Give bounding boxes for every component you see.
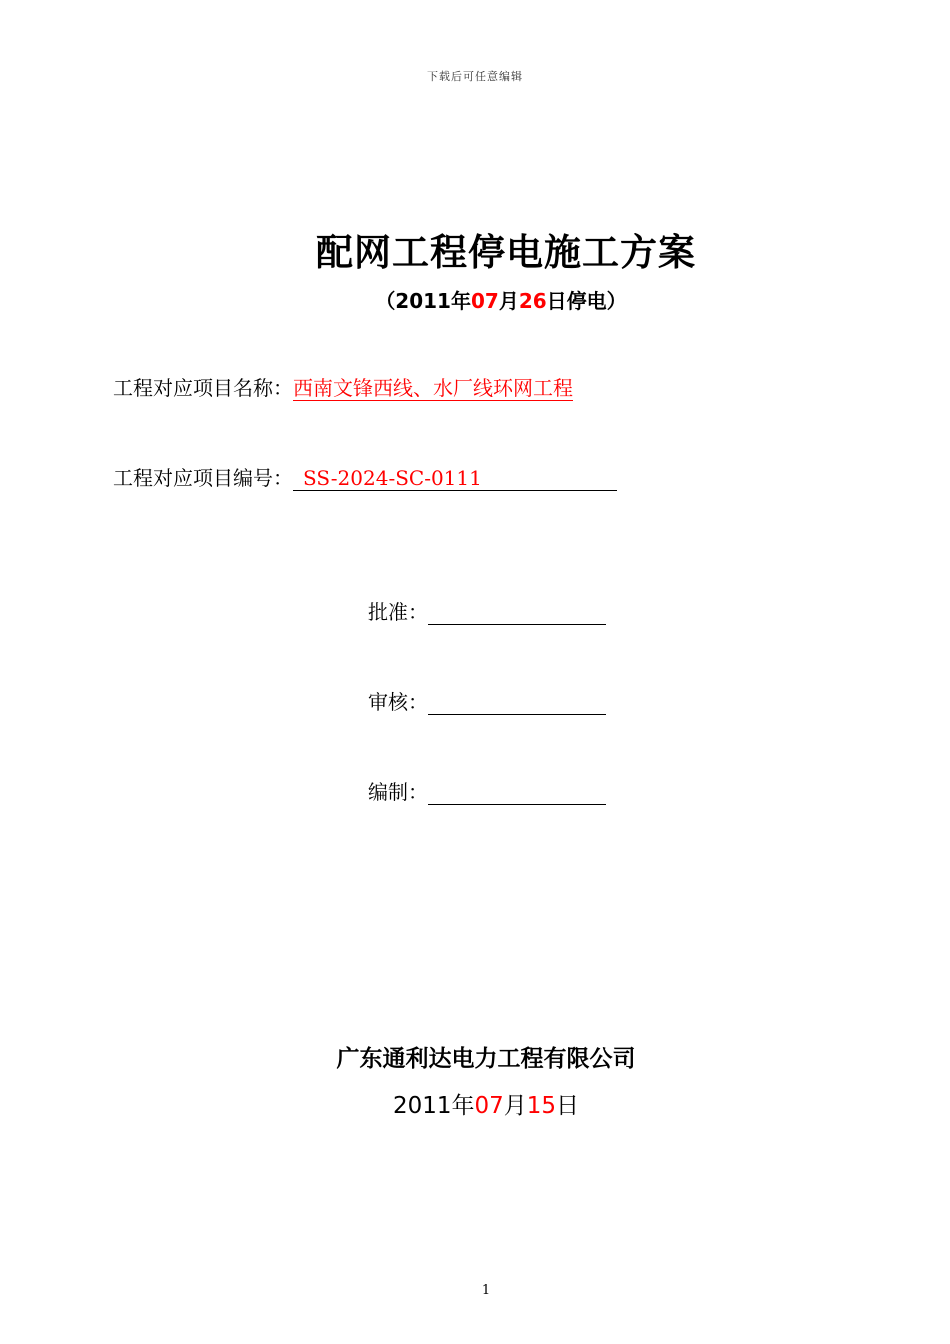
review-row <box>368 686 606 715</box>
project-code-label: 工程对应项目编号： <box>113 466 293 490</box>
subtitle-open: （2011年 <box>375 289 471 313</box>
author-signature-line <box>428 782 606 805</box>
project-code-value: SS-2024-SC-0111 <box>303 466 482 490</box>
project-name-row <box>113 372 573 401</box>
review-signature-line <box>428 692 606 715</box>
date-day-suffix: 日 <box>556 1093 580 1119</box>
company-name: 广东通利达电力工程有限公司 <box>336 1046 636 1072</box>
document-title: 配网工程停电施工方案 <box>316 231 696 274</box>
date-day: 15 <box>526 1093 557 1119</box>
review-label: 审核： <box>368 690 428 714</box>
subtitle-month: 07 <box>470 289 499 313</box>
project-name-value: 西南文锋西线、水厂线环网工程 <box>293 376 573 400</box>
subtitle-day: 26 <box>518 289 547 313</box>
document-subtitle <box>0 285 950 314</box>
approve-signature-line <box>428 602 606 625</box>
subtitle-month-suffix: 月 <box>498 289 519 313</box>
project-name-label: 工程对应项目名称： <box>113 376 293 400</box>
author-label: 编制： <box>368 780 428 804</box>
subtitle-close: 日停电） <box>546 289 627 313</box>
date-month-suffix: 月 <box>503 1093 527 1119</box>
approve-label: 批准： <box>368 600 428 624</box>
project-code-row <box>113 462 617 491</box>
date-month: 07 <box>474 1093 504 1119</box>
approve-row <box>368 596 606 625</box>
project-code-underline <box>293 466 617 491</box>
header-note: 下载后可任意编辑 <box>427 70 523 83</box>
date-year: 2011年 <box>392 1093 475 1119</box>
author-row <box>368 776 606 805</box>
page-number: 1 <box>481 1283 491 1298</box>
document-date <box>0 1087 950 1120</box>
